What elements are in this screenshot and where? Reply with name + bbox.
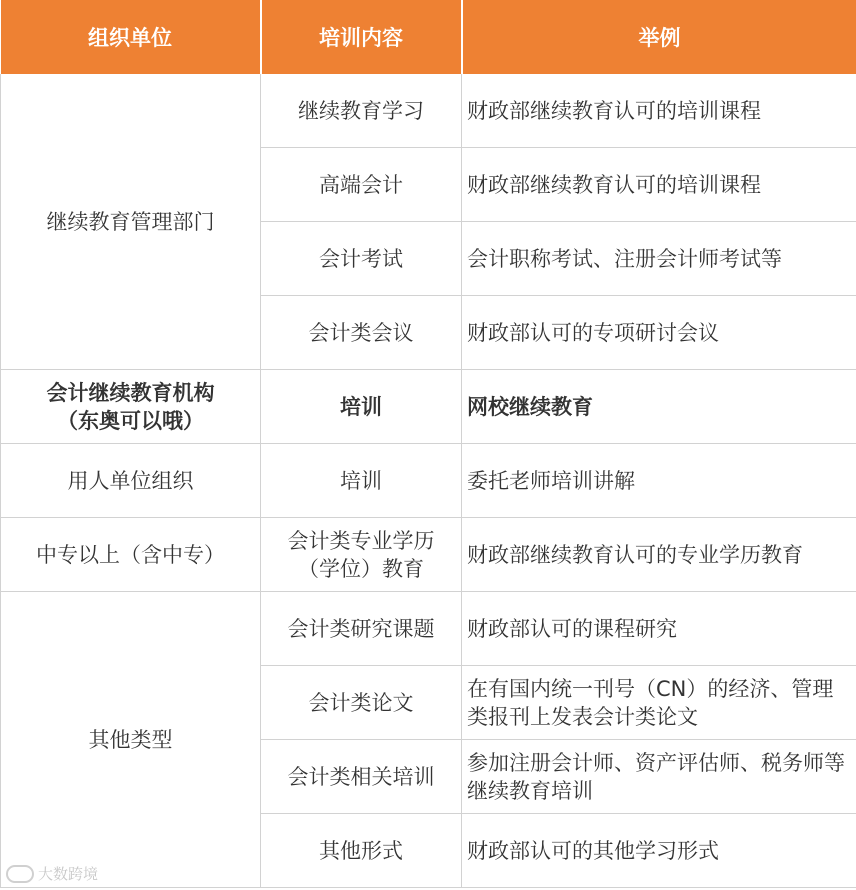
example-cell: 财政部认可的课程研究 [462,592,856,666]
content-cell: 会计考试 [261,222,462,296]
org-cell: 用人单位组织 [1,444,261,518]
content-cell: 会计类论文 [261,666,462,740]
content-cell: 会计类会议 [261,296,462,370]
example-cell: 财政部继续教育认可的培训课程 [462,74,856,148]
table-row [1,518,856,592]
content-cell: 继续教育学习 [261,74,462,148]
watermark-logo-icon [6,865,34,883]
header-content: 培训内容 [261,0,462,74]
content-cell: 会计类研究课题 [261,592,462,666]
content-cell: 会计类专业学历 （学位）教育 [261,518,462,592]
org-cell: 中专以上（含中专） [1,518,261,592]
example-cell: 财政部继续教育认可的培训课程 [462,148,856,222]
content-cell: 培训 [261,370,462,444]
example-cell: 委托老师培训讲解 [462,444,856,518]
example-cell: 网校继续教育 [462,370,856,444]
org-cell: 继续教育管理部门 [1,74,261,370]
header-row [1,0,856,74]
org-cell: 会计继续教育机构 （东奥可以哦） [1,370,261,444]
watermark [6,863,98,884]
table-row [1,592,856,666]
example-cell: 在有国内统一刊号（CN）的经济、管理类报刊上发表会计类论文 [462,666,856,740]
table-row [1,370,856,444]
example-cell: 会计职称考试、注册会计师考试等 [462,222,856,296]
content-cell: 高端会计 [261,148,462,222]
example-cell: 财政部继续教育认可的专业学历教育 [462,518,856,592]
table-body [1,74,856,888]
example-cell: 财政部认可的专项研讨会议 [462,296,856,370]
content-cell: 会计类相关培训 [261,740,462,814]
content-cell: 其他形式 [261,814,462,888]
table-row [1,444,856,518]
org-cell: 其他类型 [1,592,261,888]
table-row [1,74,856,148]
example-cell: 财政部认可的其他学习形式 [462,814,856,888]
content-cell: 培训 [261,444,462,518]
example-cell: 参加注册会计师、资产评估师、税务师等继续教育培训 [462,740,856,814]
header-example: 举例 [462,0,856,74]
header-org: 组织单位 [1,0,261,74]
watermark-text: 大数跨境 [38,865,99,883]
